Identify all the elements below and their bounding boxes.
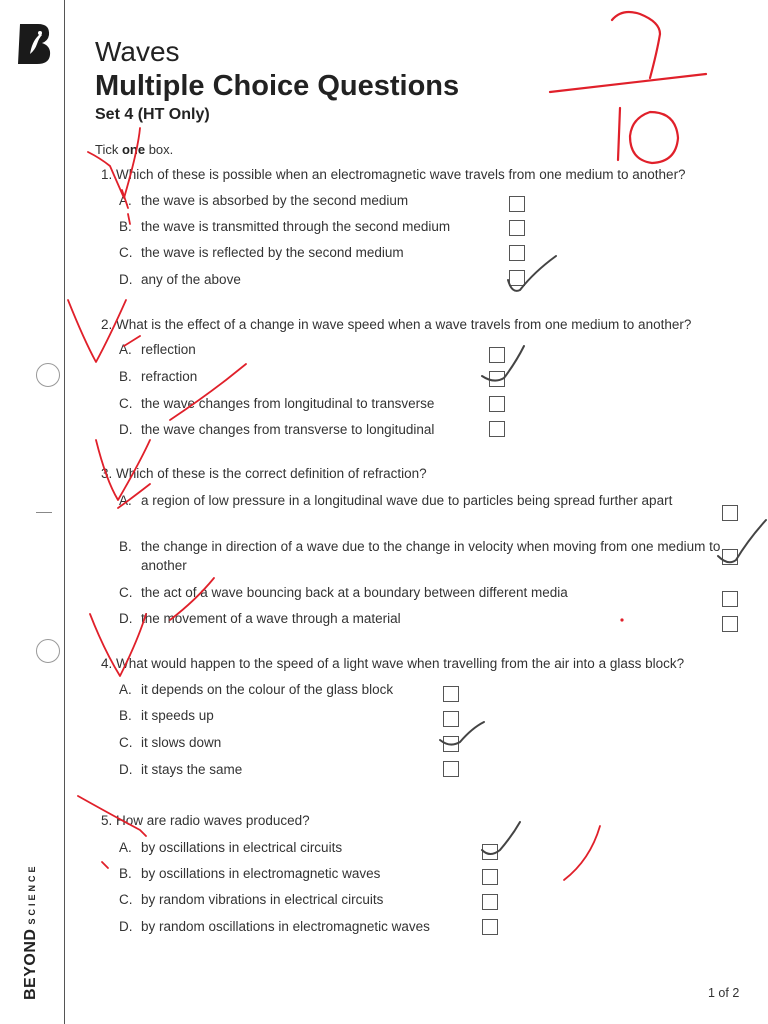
option-1a (119, 191, 408, 210)
option-letter: B. (119, 539, 132, 554)
option-letter: C. (119, 396, 133, 411)
brand-sub: SCIENCE (27, 863, 37, 925)
question-number: 1. (101, 167, 113, 182)
checkbox-4b[interactable] (443, 711, 459, 727)
checkbox-1a[interactable] (509, 196, 525, 212)
question-2 (101, 317, 691, 332)
checkbox-3b[interactable] (722, 549, 738, 565)
option-letter: A. (119, 193, 132, 208)
instruction-bold: one (121, 142, 146, 157)
question-number: 4. (101, 656, 113, 671)
checkbox-4a[interactable] (443, 686, 459, 702)
instruction-prefix: Tick (95, 142, 122, 157)
checkbox-3c[interactable] (722, 591, 738, 607)
option-3b (119, 537, 721, 575)
option-letter: A. (119, 840, 132, 855)
checkbox-2d[interactable] (489, 421, 505, 437)
option-text: by random vibrations in electrical circuits (141, 892, 384, 907)
checkbox-5c[interactable] (482, 894, 498, 910)
beyond-logo-icon (16, 22, 52, 66)
option-text: by random oscillations in electromagnetic waves (141, 919, 430, 934)
checkbox-5d[interactable] (482, 919, 498, 935)
score-annotation (550, 12, 706, 163)
checkbox-3d[interactable] (722, 616, 738, 632)
option-text: refraction (141, 369, 198, 384)
question-text: How are radio waves produced? (116, 813, 310, 828)
option-text: the change in direction of a wave due to the change in velocity when moving from one medium to another (141, 539, 721, 573)
question-5 (101, 813, 310, 828)
question-3 (101, 466, 427, 481)
punch-hole (36, 639, 60, 663)
set-subtitle: Set 4 (HT Only) (95, 106, 210, 123)
option-letter: C. (119, 245, 133, 260)
option-4c (119, 733, 221, 752)
option-1c (119, 243, 404, 262)
option-text: it stays the same (141, 762, 243, 777)
option-2a (119, 340, 196, 359)
margin-line (64, 0, 65, 1024)
option-letter: A. (119, 682, 132, 697)
brand-vertical (22, 850, 42, 1000)
subject-heading: Waves (95, 36, 180, 67)
option-text: by oscillations in electrical circuits (141, 840, 343, 855)
checkbox-5a[interactable] (482, 844, 498, 860)
margin-dash (36, 512, 52, 513)
instruction-suffix: box. (145, 142, 174, 157)
question-4 (101, 656, 684, 671)
checkbox-2c[interactable] (489, 396, 505, 412)
option-letter: A. (119, 493, 132, 508)
option-text: the wave is reflected by the second medium (141, 245, 404, 260)
checkbox-2b[interactable] (489, 371, 505, 387)
checkbox-4c[interactable] (443, 736, 459, 752)
option-text: it slows down (141, 735, 222, 750)
option-5b (119, 864, 380, 883)
option-letter: B. (119, 219, 132, 234)
option-letter: D. (119, 272, 133, 287)
question-number: 5. (101, 813, 113, 828)
page-title: Multiple Choice Questions (95, 70, 460, 102)
option-2b (119, 367, 197, 386)
option-text: the wave is absorbed by the second medium (141, 193, 409, 208)
question-text: What is the effect of a change in wave speed when a wave travels from one medium to another? (116, 317, 692, 332)
option-letter: B. (119, 369, 132, 384)
page-number: 1 of 2 (708, 986, 740, 1000)
option-3c (119, 583, 568, 602)
option-text: by oscillations in electromagnetic waves (141, 866, 381, 881)
option-letter: C. (119, 735, 133, 750)
checkbox-1c[interactable] (509, 245, 525, 261)
option-5c (119, 890, 383, 909)
option-4d (119, 760, 242, 779)
option-4a (119, 680, 393, 699)
option-letter: D. (119, 919, 133, 934)
option-3a (119, 491, 706, 510)
checkbox-4d[interactable] (443, 761, 459, 777)
option-text: a region of low pressure in a longitudinal wave due to particles being spread further apart (141, 493, 673, 508)
question-text: Which of these is possible when an electromagnetic wave travels from one medium to another? (116, 167, 686, 182)
option-text: it speeds up (141, 708, 214, 723)
checkbox-3a[interactable] (722, 505, 738, 521)
option-5a (119, 838, 342, 857)
option-text: the wave changes from longitudinal to transverse (141, 396, 435, 411)
option-letter: B. (119, 866, 132, 881)
instruction (95, 142, 173, 157)
punch-hole (36, 363, 60, 387)
brand-main: BEYOND (22, 928, 39, 1000)
option-2c (119, 394, 434, 413)
checkbox-1d[interactable] (509, 270, 525, 286)
option-letter: C. (119, 585, 133, 600)
option-2d (119, 420, 434, 439)
option-text: it depends on the colour of the glass block (141, 682, 394, 697)
option-letter: B. (119, 708, 132, 723)
option-letter: D. (119, 422, 133, 437)
option-text: the movement of a wave through a material (141, 611, 401, 626)
checkbox-2a[interactable] (489, 347, 505, 363)
question-number: 3. (101, 466, 113, 481)
option-3d (119, 609, 401, 628)
option-text: any of the above (141, 272, 241, 287)
option-5d (119, 917, 430, 936)
option-4b (119, 706, 214, 725)
option-letter: D. (119, 762, 133, 777)
question-1 (101, 167, 686, 182)
question-text: What would happen to the speed of a light wave when travelling from the air into a glass block? (116, 656, 685, 671)
option-1d (119, 270, 241, 289)
question-text: Which of these is the correct definition of refraction? (116, 466, 427, 481)
option-text: the wave is transmitted through the second medium (141, 219, 451, 234)
checkbox-1b[interactable] (509, 220, 525, 236)
checkbox-5b[interactable] (482, 869, 498, 885)
option-letter: C. (119, 892, 133, 907)
option-text: reflection (141, 342, 196, 357)
option-text: the act of a wave bouncing back at a boundary between different media (141, 585, 568, 600)
option-text: the wave changes from transverse to longitudinal (141, 422, 435, 437)
option-letter: A. (119, 342, 132, 357)
question-number: 2. (101, 317, 113, 332)
option-letter: D. (119, 611, 133, 626)
option-1b (119, 217, 450, 236)
